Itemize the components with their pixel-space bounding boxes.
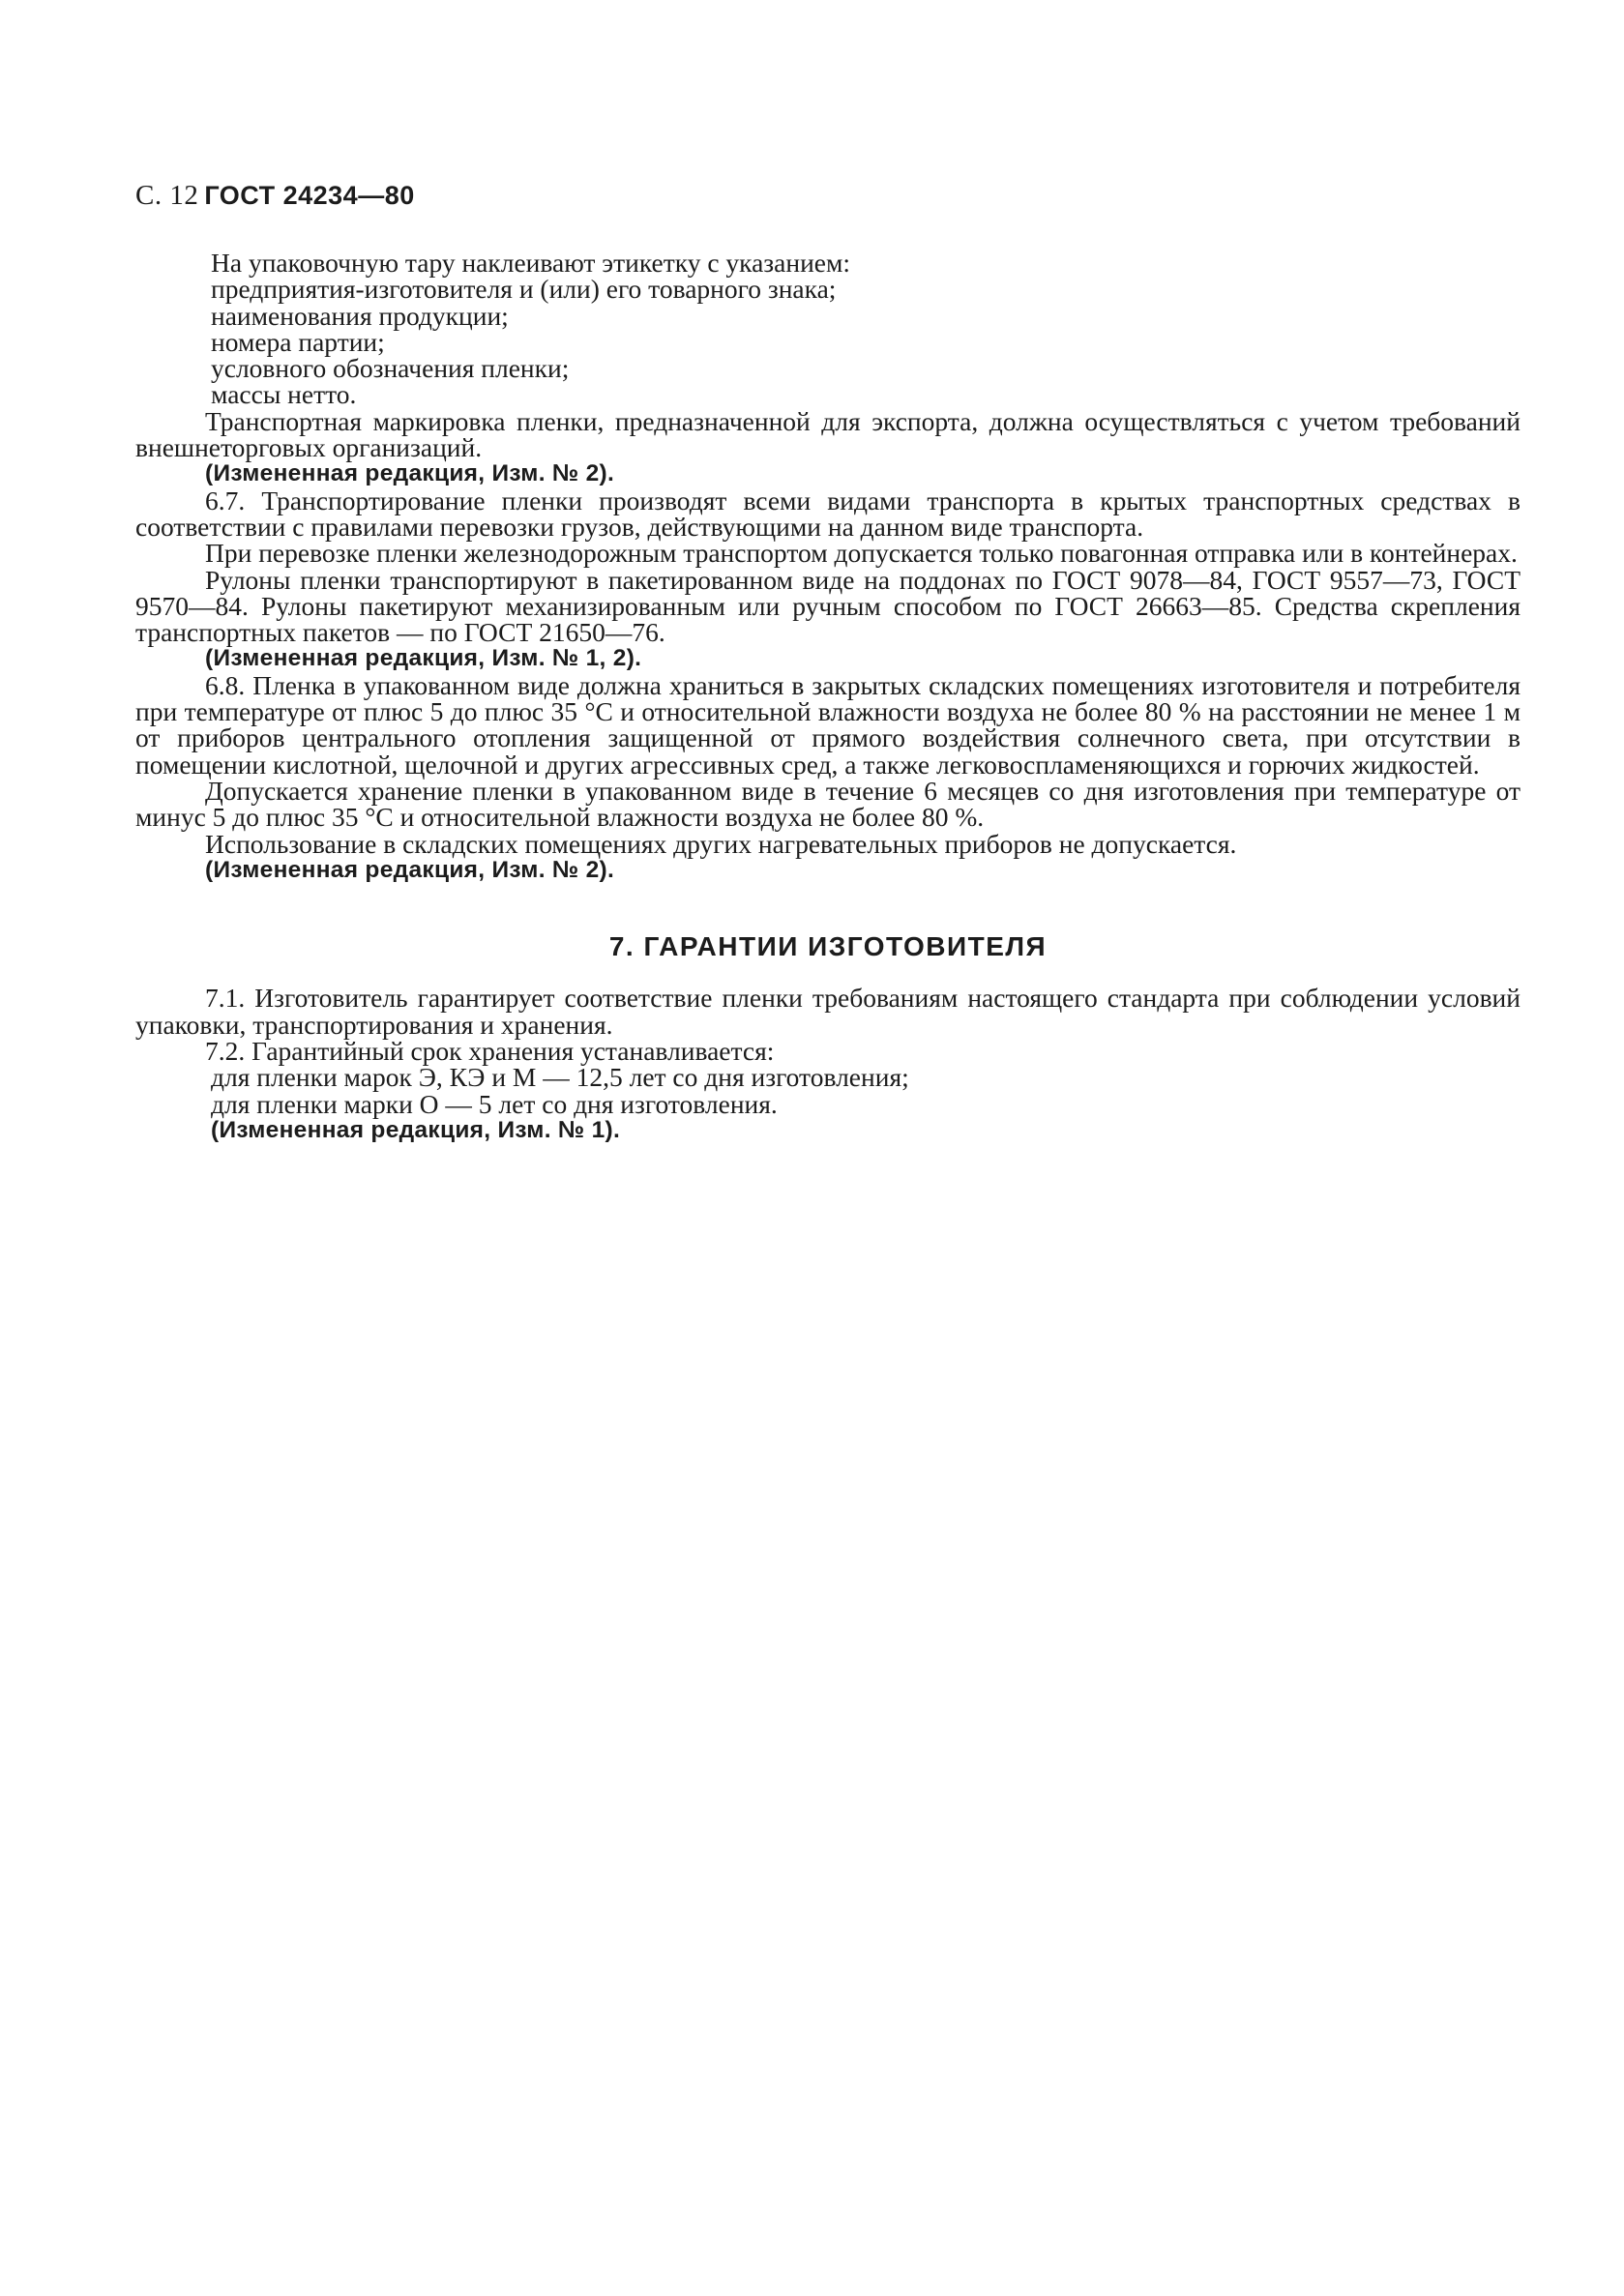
warranty-term-item: для пленки марки О — 5 лет со дня изготовления. xyxy=(211,1088,778,1119)
label-item: номера партии; xyxy=(211,326,385,357)
amendment-note: (Измененная редакция, Изм. № 2). xyxy=(205,856,615,883)
storage-6-months-paragraph: Допускается хранение пленки в упакованном виде в течение 6 месяцев со дня изготовления при температуре от минус 5 до плюс 35 °С и относительной влажности воздуха не более 80 %. xyxy=(135,775,1521,833)
page-header xyxy=(135,180,415,212)
standard-code: ГОСТ 24234—80 xyxy=(204,181,415,210)
rolls-transport-paragraph: Рулоны пленки транспортируют в пакетированном виде на поддонах по ГОСТ 9078—84, ГОСТ 9557—73, ГОСТ 9570—84. Рулоны пакетируют механизированным или ручным способом по ГОСТ 26663—85. Средства скрепления транспортных пакетов — по ГОСТ 21650—76. xyxy=(135,564,1521,648)
label-item: предприятия-изготовителя и (или) его товарного знака; xyxy=(211,274,837,305)
label-item: массы нетто. xyxy=(211,379,357,410)
clause-7-1: 7.1. Изготовитель гарантирует соответствие пленки требованиям настоящего стандарта при соблюдении условий упаковки, транспортирования и хранения. xyxy=(135,983,1521,1040)
warranty-term-item: для пленки марок Э, КЭ и М — 12,5 лет со дня изготовления; xyxy=(211,1062,909,1093)
clause-6-8: 6.8. Пленка в упакованном виде должна храниться в закрытых складских помещениях изготовителя и потребителя при температуре от плюс 5 до плюс 35 °С и относительной влажности воздуха не более 80 % на расстоянии не менее 1 м от приборов центрального отопления защищенной от прямого воздействия солнечного света, при отсутствии в помещении кислотной, щелочной и других агрессивных сред, а также легковоспламеняющихся и горючих жидкостей. xyxy=(135,669,1521,780)
page-number: С. 12 xyxy=(135,180,199,211)
amendment-note: (Измененная редакция, Изм. № 1). xyxy=(211,1116,621,1143)
label-item: условного обозначения пленки; xyxy=(211,353,570,384)
label-intro: На упаковочную тару наклеивают этикетку с указанием: xyxy=(211,248,851,278)
section-7-title: 7. ГАРАНТИИ ИЗГОТОВИТЕЛЯ xyxy=(608,931,1048,962)
amendment-note: (Измененная редакция, Изм. № 1, 2). xyxy=(205,645,642,672)
label-item: наименования продукции; xyxy=(211,300,509,331)
amendment-note: (Измененная редакция, Изм. № 2). xyxy=(205,460,615,487)
export-marking-paragraph: Транспортная маркировка пленки, предназначенной для экспорта, должна осуществляться с учетом требований внешнеторговых организаций. xyxy=(135,405,1521,463)
document-body xyxy=(135,250,1521,1143)
rail-transport-paragraph: При перевозке пленки железнодорожным транспортом допускается только повагонная отправка или в контейнерах. xyxy=(205,538,1518,569)
heaters-paragraph: Использование в складских помещениях других нагревательных приборов не допускается. xyxy=(205,828,1237,859)
clause-7-2: 7.2. Гарантийный срок хранения устанавливается: xyxy=(205,1036,775,1067)
clause-6-7: 6.7. Транспортирование пленки производят всеми видами транспорта в крытых транспортных средствах в соответствии с правилами перевозки грузов, действующими на данном виде транспорта. xyxy=(135,485,1521,542)
